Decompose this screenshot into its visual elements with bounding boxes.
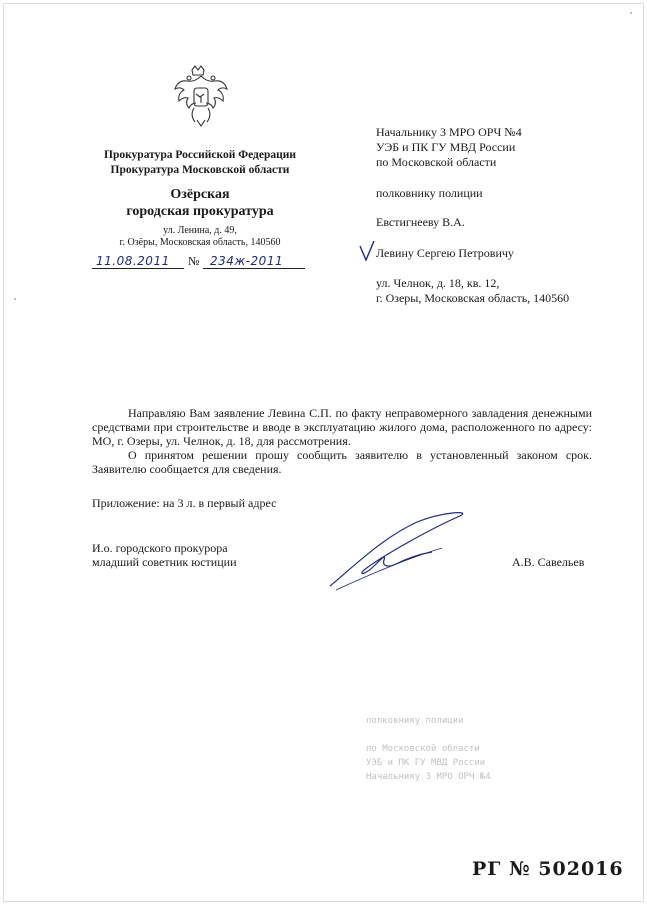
recipient-line1: Начальнику 3 МРО ОРЧ №4 [376, 125, 522, 139]
signatory-title-line1: И.о. городского прокурора [92, 541, 228, 555]
body-paragraph-2: О принятом решении прошу сообщить заявителю в установленный законом срок. Заявителю сообщается для сведения. [92, 448, 592, 476]
bleed-through-line2: по Московской области [366, 744, 480, 754]
org-line-region: Прокуратура Московской области [110, 164, 290, 176]
handwritten-signature [322, 508, 480, 592]
office-address-city: г. Озёры, Московская область, 140560 [119, 237, 281, 248]
recipient-name: Евстигнееву В.А. [376, 215, 465, 229]
number-underline [203, 268, 305, 269]
check-mark-icon [359, 240, 375, 262]
scan-speck [630, 12, 632, 14]
copy-recipient-name: Левину Сергею Петровичу [376, 246, 514, 260]
form-serial-number: РГ № 502016 [472, 858, 624, 880]
body-paragraph-1: Направляю Вам заявление Левина С.П. по факту неправомерного завладения денежными средствами при строительстве и вводе в эксплуатацию жилого дома, расположенного по адресу: МО, г. Озеры, ул. Челнок, д. 18, для рассмотрения. [92, 406, 592, 448]
recipient-rank: полковнику полиции [376, 186, 483, 200]
coat-of-arms-icon [172, 64, 230, 130]
attachment-note: Приложение: на 3 л. в первый адрес [92, 496, 277, 510]
handwritten-reg-number: 234ж-2011 [210, 254, 284, 268]
bleed-through-line4: Начальнику 3 МРО ОРЧ №4 [366, 772, 491, 782]
org-line-federation: Прокуратура Российской Федерации [104, 149, 296, 161]
signatory-title-line2: младший советник юстиции [92, 555, 237, 569]
recipient-line3: по Московской области [376, 155, 497, 169]
date-underline [92, 268, 184, 269]
scan-speck [14, 298, 16, 300]
bleed-through-line3: УЭБ и ПК ГУ МВД России [366, 758, 486, 768]
signatory-name: А.В. Савельев [512, 555, 585, 569]
office-address-street: ул. Ленина, д. 49, [163, 225, 237, 236]
recipient-line2: УЭБ и ПК ГУ МВД России [376, 140, 516, 154]
handwritten-date: 11.08.2011 [96, 254, 170, 268]
number-sign: № [188, 254, 200, 268]
copy-recipient-address1: ул. Челнок, д. 18, кв. 12, [376, 276, 500, 290]
office-name-line2: городская прокуратура [126, 204, 274, 219]
bleed-through-line1: полковнику полиции [366, 716, 464, 726]
copy-recipient-address2: г. Озеры, Московская область, 140560 [376, 291, 570, 305]
office-name-line1: Озёрская [170, 187, 230, 202]
